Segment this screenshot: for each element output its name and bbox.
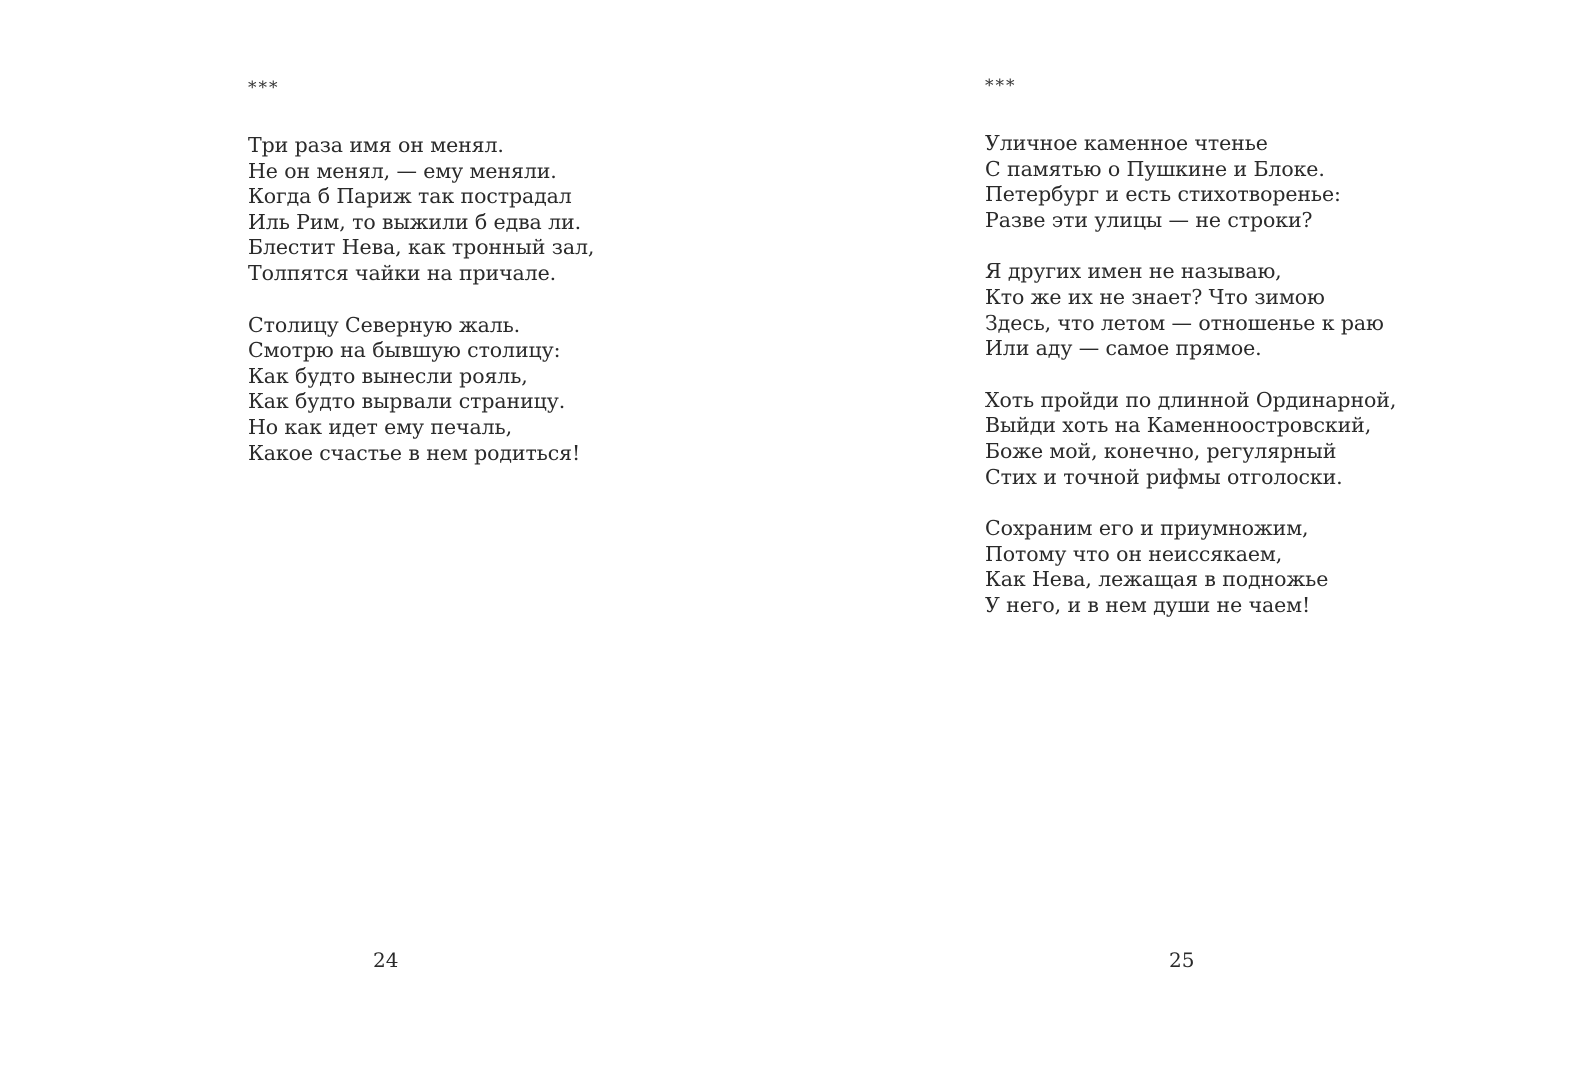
poem-line: Когда б Париж так пострадал — [248, 184, 572, 209]
poem-line: Но как идет ему печаль, — [248, 414, 512, 439]
poem-line: Разве эти улицы — не строки? — [985, 207, 1313, 232]
poem-line: Блестит Нева, как тронный зал, — [248, 235, 595, 260]
poem-line: Или аду — самое прямое. — [985, 336, 1262, 361]
poem-line: Смотрю на бывшую столицу: — [248, 338, 561, 363]
left-page — [0, 0, 788, 1080]
poem-line: Иль Рим, то выжили б едва ли. — [248, 209, 581, 234]
poem-line: Сохраним его и приумножим, — [985, 516, 1309, 541]
poem-line: Выйди хоть на Каменноостровский, — [985, 413, 1372, 438]
poem-line: Потому что он неиссякаем, — [985, 541, 1283, 566]
poem-line: Какое счастье в нем родиться! — [248, 440, 581, 465]
poem-line: Уличное каменное чтенье — [985, 131, 1268, 155]
page-number: 25 — [1169, 948, 1195, 972]
page-number: 24 — [373, 948, 399, 972]
stanza — [985, 131, 1396, 233]
poem-line: Столицу Северную жаль. — [248, 312, 521, 337]
poem-line: Хоть пройди по длинной Ординарной, — [985, 387, 1397, 412]
stanza — [248, 313, 594, 467]
poem-line: Как будто вырвали страницу. — [248, 389, 566, 414]
poem-line: Как будто вынесли рояль, — [248, 363, 528, 388]
right-page — [788, 0, 1577, 1080]
poem-line: Я других имен не называю, — [985, 259, 1282, 284]
poem-line: У него, и в нем души не чаем! — [985, 592, 1311, 617]
stanza — [985, 516, 1396, 618]
stanza — [985, 259, 1396, 361]
stanza — [985, 388, 1396, 490]
poem-line: Здесь, что летом — отношенье к раю — [985, 310, 1384, 335]
poem-right — [985, 76, 1396, 645]
poem-line: Стих и точной рифмы отголоски. — [985, 464, 1343, 489]
poem-line: Как Нева, лежащая в подножье — [985, 567, 1329, 592]
poem-line: Толпятся чайки на причале. — [248, 260, 557, 285]
poem-line: Кто же их не знает? Что зимою — [985, 284, 1325, 309]
poem-left — [248, 78, 594, 492]
poem-line: Не он менял, — ему меняли. — [248, 158, 557, 183]
poem-line: Петербург и есть стихотворенье: — [985, 182, 1341, 207]
stanza — [248, 133, 594, 287]
section-separator: *** — [248, 78, 280, 98]
poem-line: Боже мой, конечно, регулярный — [985, 438, 1337, 463]
poem-line: Три раза имя он менял. — [248, 133, 504, 157]
poem-line: С памятью о Пушкине и Блоке. — [985, 156, 1325, 181]
section-separator: *** — [985, 76, 1017, 96]
